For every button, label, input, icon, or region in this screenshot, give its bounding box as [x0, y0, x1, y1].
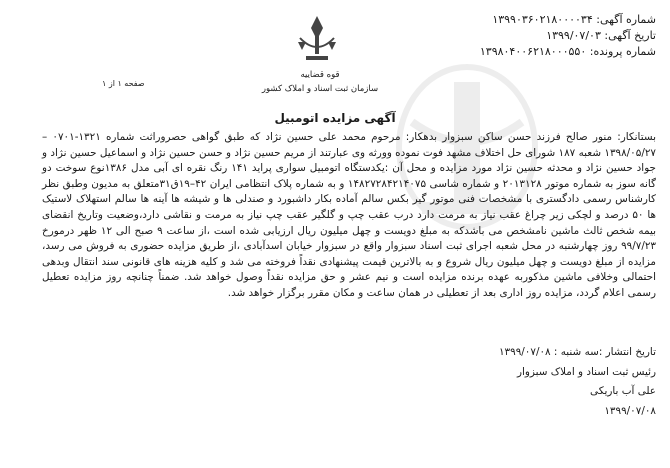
judiciary-emblem-icon — [294, 12, 340, 66]
file-number: شماره پرونده: ۱۳۹۸۰۴۰۰۶۲۱۸۰۰۰۵۵۰ — [479, 45, 656, 58]
notice-title: آگهی مزایده اتومبیل — [274, 111, 396, 125]
notice-number: شماره آگهی: ۱۳۹۹۰۳۶۰۲۱۸۰۰۰۰۳۴ — [492, 13, 656, 26]
organization-header — [250, 70, 390, 94]
page-number: صفحه ۱ از ۱ — [102, 79, 145, 88]
signatory-name: علی آب باریکی — [590, 385, 656, 397]
notice-date: تاریخ آگهی: ۱۳۹۹/۰۷/۰۳ — [546, 29, 656, 42]
registration-org-label: سازمان ثبت اسناد و املاک کشور — [261, 84, 379, 94]
notice-body-text: بستانکار: منور صالح فرزند حسن ساکن سبزوار بدهکار: مرحوم محمد علی حسین نژاد که طبق گواهی حصروراثت شماره ۱۳۲۱-۰۷۰۱ – ۱۳۹۸/۰۵/۲۷ شعبه ۱۸۷ شورای حل اختلاف مشهد فوت نموده وورثه وی عبارتند از مریم حسین نژاد و حسن حسین نژاد و اسماعیل حسین نژاد و جواد حسین نژاد و محدثه حسین نژاد مورد مزایده و محل آن :یکدستگاه اتومبیل سواری پراید ۱۴۱ رنگ نقره ای آبی مدل ۱۳۸۶نوع سوخت دو گانه سوز به شماره موتور ۲۰۱۳۱۲۸ و شماره شاسی ۱۴۸۲۷۲۸۴۲۱۴۰۷۵ و به شماره پلاک انتظامی ایران ۴۲–۱۹ق۳۱متعلق به مدیون وطبق نظر کارشناس رسمی دادگستری با مشخصات فنی موتور گیر بکس سالم آماده بکار داشبورد و صندلی ها و شیشه ها آینه ها سالم استهلاک لاستیک ها ۵۰ درصد و لچکی زیر چراغ عقب نیاز به مرمت دارد درب عقب چپ و گلگیر عقب چپ نیاز به مرمت و نقاشی دارد،وضعیت وتاریخ انقضای بیمه شخص ثالث ماشین نامشخص می باشدکه به مبلغ دویست و چهل میلیون ریال ارزیابی شده است ،از ساعت ۹ صبح الی ۱۲ ظهر درمورخ ۹۹/۷/۲۳ روز چهارشنبه در محل شعبه اجرای ثبت اسناد سبزوار واقع در سبزوار خیابان اسدآبادی ،از طریق مزایده حضوری به فروش می رسد، مزایده از مبلغ دویست و چهل میلیون ریال شروع و به بالاترین قیمت پیشنهادی نقداً فروخته می شد و کلیه هزینه های قانونی سند انتقال وبدهی احتمالی وخلافی ماشین مذکوربه عهده برنده مزایده است و نیم عشر و حق مزایده نقداً وصول خواهد شد. ضمناً چنانچه روز مزایده تعطیل رسمی اعلام گردد، مزایده روز اداری بعد از تعطیلی در همان ساعت و مکان مقرر برگزار خواهد شد. — [42, 131, 657, 299]
signatory-date: ۱۳۹۹/۰۷/۰۸ — [604, 404, 656, 417]
publication-date: تاریخ انتشار :سه شنبه : ۱۳۹۹/۰۷/۰۸ — [498, 346, 656, 358]
notice-metadata — [480, 12, 656, 60]
notice-body — [42, 130, 656, 302]
signatory-title: رئیس ثبت اسناد و املاک سبزوار — [516, 365, 656, 378]
signoff-block — [499, 343, 656, 421]
judiciary-label: قوه قضاییه — [300, 70, 340, 80]
